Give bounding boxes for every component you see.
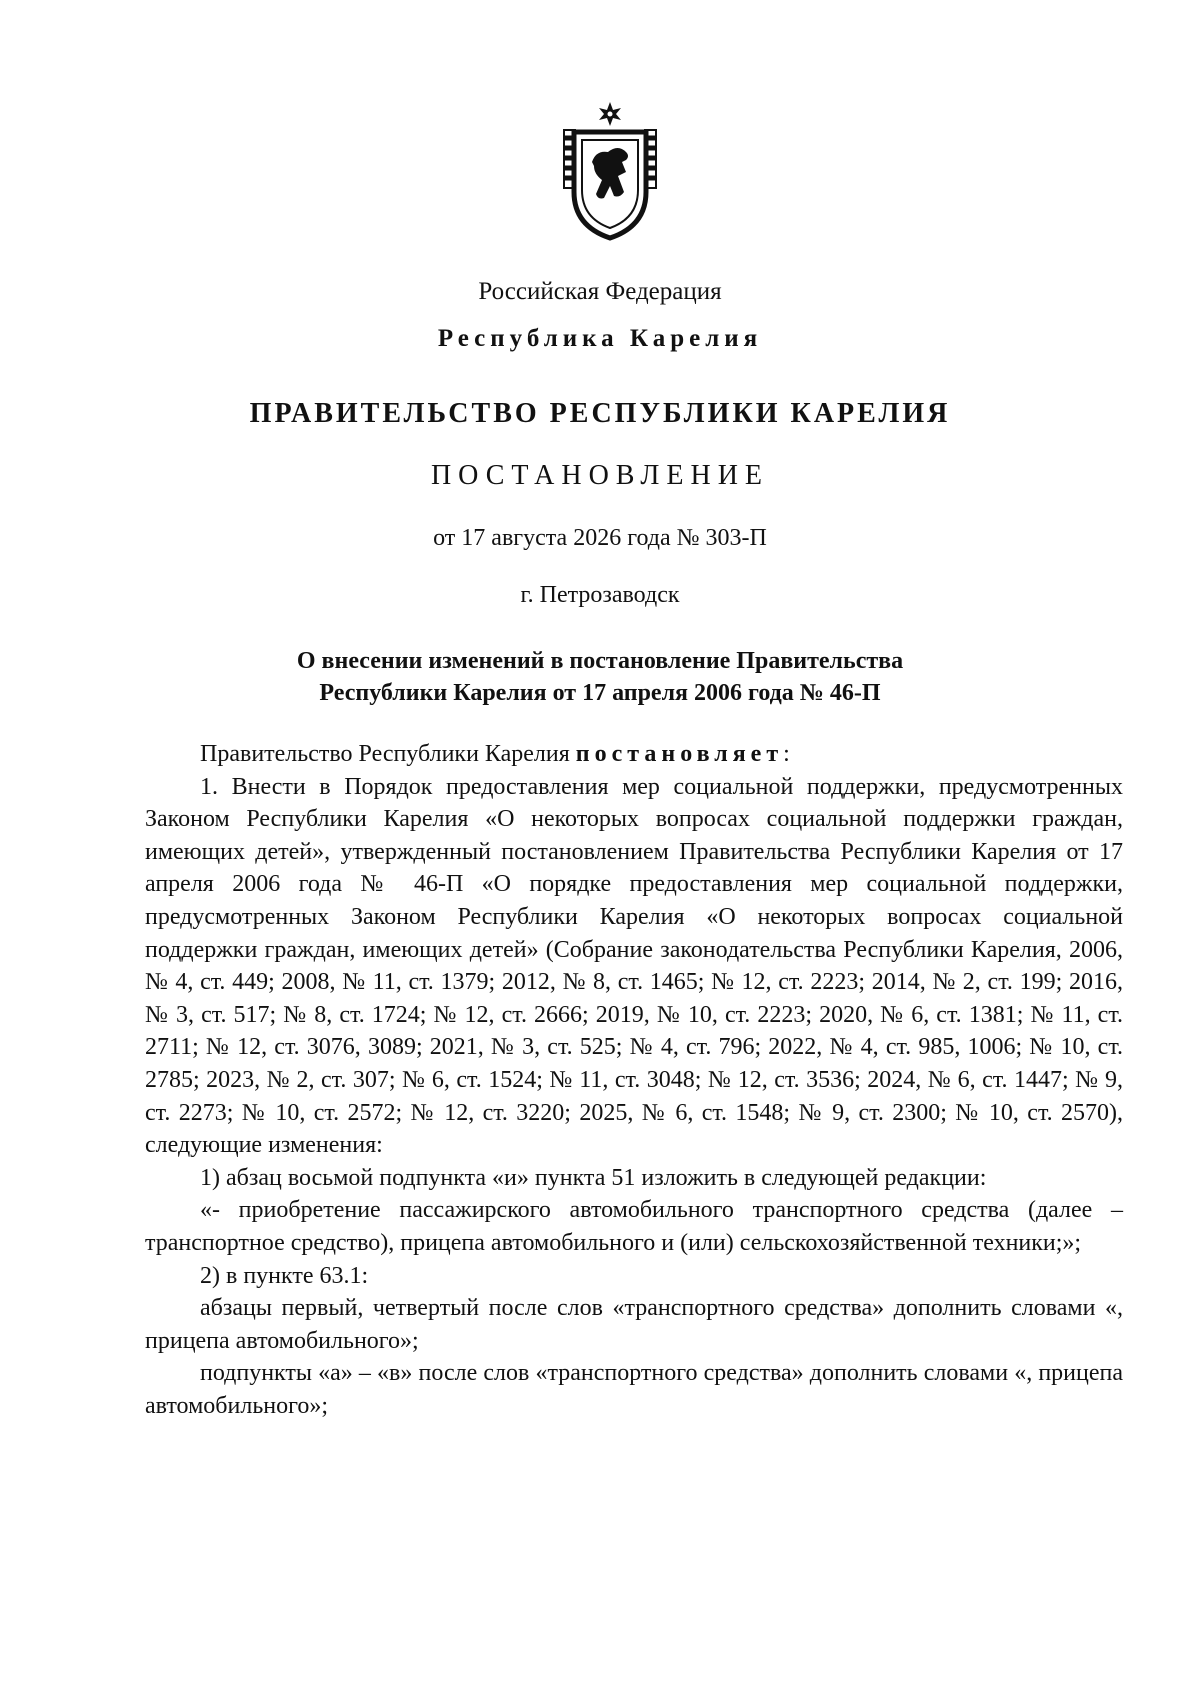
document-type: ПОСТАНОВЛЕНИЕ bbox=[430, 460, 770, 491]
document-title-line-1: О внесении изменений в постановление Правительства bbox=[296, 648, 904, 674]
document-body bbox=[145, 738, 1123, 1422]
republic-name: Республика Карелия bbox=[437, 325, 763, 352]
paragraph-2: 1) абзац восьмой подпункта «и» пункта 51 изложить в следующей редакции: bbox=[200, 1164, 987, 1191]
paragraph-1: 1. Внести в Порядок предоставления мер социальной поддержки, предусмотренных Законом Республики Карелия «О некоторых вопросах социальной поддержки граждан, имеющих детей», утвержденный постановлением Правительства Республики Карелия от 17 апреля 2006 года № 46-П «О порядке предоставления мер социальной поддержки, предусмотренных Законом Республики Карелия «О некоторых вопросах социальной поддержки граждан, имеющих детей» (Собрание законодательства Республики Карелия, 2006, № 4, ст. 449; 2008, № 11, ст. 1379; 2012, № 8, ст. 1465; № 12, ст. 2223; 2014, № 2, ст. 199; 2016, № 3, ст. 517; № 8, ст. 1724; № 12, ст. 2666; 2019, № 10, ст. 2223; 2020, № 6, ст. 1381; № 11, ст. 2711; № 12, ст. 3076, 3089; 2021, № 3, ст. 525; № 4, ст. 796; 2022, № 4, ст. 985, 1006; № 10, ст. 2785; 2023, № 2, ст. 307; № 6, ст. 1524; № 11, ст. 3048; № 12, ст. 3536; 2024, № 6, ст. 1447; № 9, ст. 2273; № 10, ст. 2572; № 12, ст. 3220; 2025, № 6, ст. 1548; № 9, ст. 2300; № 10, ст. 2570), следующие изменения: bbox=[145, 773, 1123, 1159]
paragraph-3: «- приобретение пассажирского автомобильного транспортного средства (далее – транспортное средство), прицепа автомобильного и (или) сельскохозяйственной техники;»; bbox=[145, 1197, 1123, 1256]
intro-suffix: : bbox=[783, 741, 790, 767]
paragraph-5: абзацы первый, четвертый после слов «транспортного средства» дополнить словами «, прицепа автомобильного»; bbox=[145, 1295, 1123, 1354]
document-date-number: от 17 августа 2026 года № 303-П bbox=[433, 525, 767, 551]
intro-resolves: постановляет bbox=[575, 741, 784, 767]
intro-paragraph bbox=[145, 738, 1123, 771]
paragraph-4: 2) в пункте 63.1: bbox=[200, 1262, 369, 1289]
coat-of-arms-emblem bbox=[560, 100, 660, 242]
paragraph-6: подпункты «а» – «в» после слов «транспортного средства» дополнить словами «, прицепа автомобильного»; bbox=[145, 1360, 1123, 1419]
government-title: ПРАВИТЕЛЬСТВО РЕСПУБЛИКИ КАРЕЛИЯ bbox=[249, 398, 951, 429]
document-city: г. Петрозаводск bbox=[520, 582, 680, 608]
document-title bbox=[0, 645, 1200, 709]
document-title-line-2: Республики Карелия от 17 апреля 2006 года № 46-П bbox=[319, 680, 881, 706]
country-name: Российская Федерация bbox=[478, 278, 722, 305]
intro-prefix: Правительство Республики Карелия bbox=[200, 741, 576, 767]
